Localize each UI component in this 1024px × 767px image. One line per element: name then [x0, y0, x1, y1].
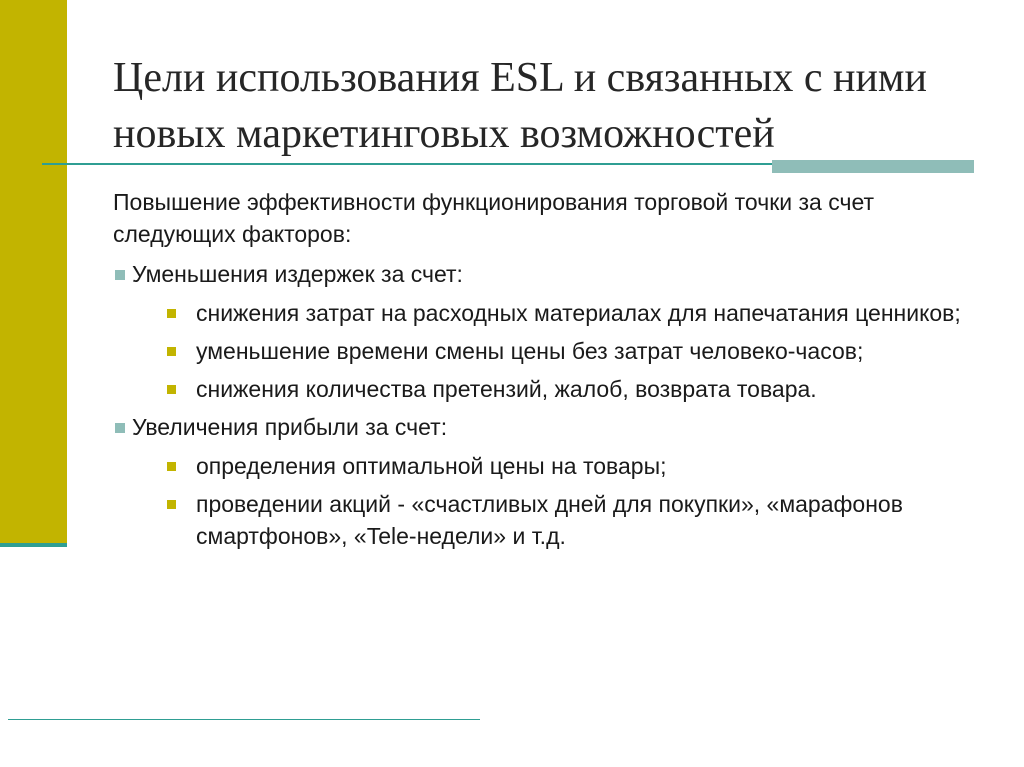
- list-item: [113, 335, 993, 367]
- bullet-section-profit: [113, 411, 993, 443]
- square-bullet-icon: [167, 500, 176, 509]
- square-bullet-icon: [167, 462, 176, 471]
- left-accent-bar-teal-edge: [0, 543, 67, 547]
- title-divider-accent: [772, 160, 974, 173]
- list-item-text: снижения затрат на расходных материалах для напечатания ценников;: [196, 300, 961, 326]
- section-heading: Увеличения прибыли за счет:: [132, 414, 448, 440]
- section-heading: Уменьшения издержек за счет:: [132, 261, 463, 287]
- slide-title: Цели использования ESL и связанных с ними новых маркетинговых возможностей: [113, 55, 927, 157]
- footer-divider: [8, 719, 480, 720]
- list-item: [113, 297, 993, 329]
- list-item-text: снижения количества претензий, жалоб, возврата товара.: [196, 376, 817, 402]
- list-item: [113, 450, 993, 482]
- square-bullet-icon: [115, 270, 125, 280]
- list-item-text: определения оптимальной цены на товары;: [196, 453, 667, 479]
- list-item-text: уменьшение времени смены цены без затрат человеко-часов;: [196, 338, 864, 364]
- left-accent-bar: [0, 0, 67, 547]
- slide-body: [113, 186, 993, 558]
- list-item: [113, 373, 993, 405]
- list-item-text: проведении акций - «счастливых дней для покупки», «марафонов смартфонов», «Tele-недели» и т.д.: [196, 491, 903, 549]
- bullet-section-costs: [113, 258, 993, 290]
- square-bullet-icon: [167, 347, 176, 356]
- square-bullet-icon: [167, 385, 176, 394]
- square-bullet-icon: [115, 423, 125, 433]
- list-item: [113, 488, 993, 552]
- intro-text: Повышение эффективности функционирования торговой точки за счет следующих факторов:: [113, 189, 875, 247]
- square-bullet-icon: [167, 309, 176, 318]
